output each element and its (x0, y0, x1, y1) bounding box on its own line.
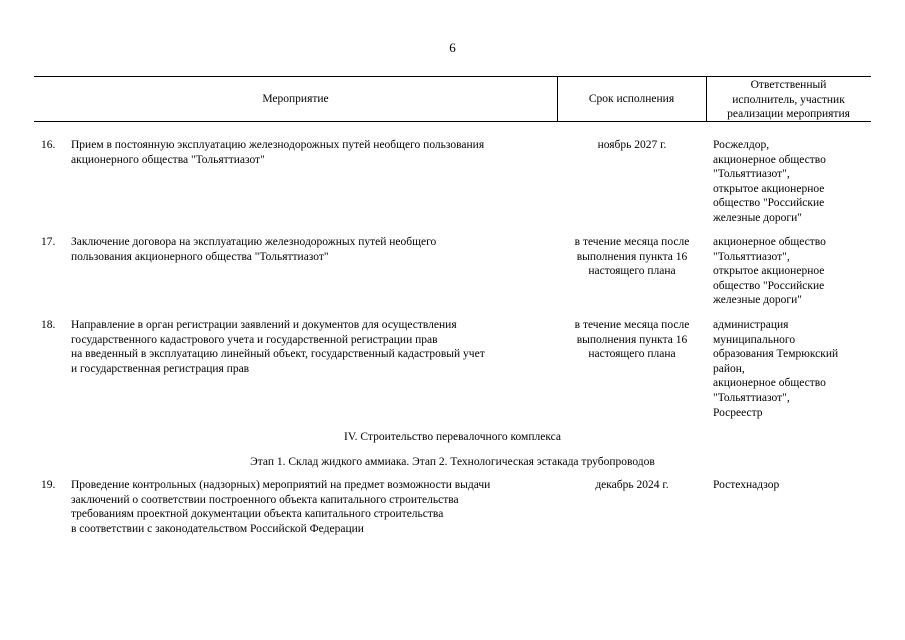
responsible-line: акционерное общество (713, 377, 826, 390)
deadline-line: декабрь 2024 г. (595, 479, 669, 491)
row-measure (71, 478, 555, 536)
header-responsible-line: Ответственный (750, 79, 827, 91)
deadline-line: настоящего плана (588, 265, 676, 278)
row-deadline (560, 478, 704, 493)
responsible-line: акционерное общество (713, 236, 826, 248)
responsible-line: железные дороги" (713, 211, 802, 224)
measure-line: пользования акционерного общества "Тольяттиазот" (71, 250, 329, 263)
responsible-line: Росреестр (713, 406, 763, 419)
row-responsible (713, 478, 869, 493)
responsible-line: район, (713, 362, 745, 375)
row-number: 18. (41, 319, 56, 331)
section-title: IV. Строительство перевалочного комплекса (344, 431, 561, 443)
responsible-line: образования Темрюкский (713, 348, 839, 361)
row-deadline (560, 318, 704, 362)
measure-line: Проведение контрольных (надзорных) мероприятий на предмет возможности выдачи (71, 479, 491, 491)
row-deadline (560, 235, 704, 279)
measure-line: и государственная регистрация прав (71, 362, 250, 375)
measure-line: акционерного общества "Тольяттиазот" (71, 153, 265, 166)
measure-line: Направление в орган регистрации заявлений и документов для осуществления (71, 319, 457, 331)
row-number: 17. (41, 236, 56, 248)
responsible-line: общество "Российские (713, 197, 825, 210)
responsible-line: Росжелдор, (713, 139, 770, 151)
responsible-line: акционерное общество (713, 153, 826, 166)
row-responsible (713, 235, 869, 308)
header-deadline: Срок исполнения (588, 93, 675, 105)
responsible-line: "Тольяттиазот", (713, 391, 790, 404)
deadline-line: выполнения пункта 16 (576, 250, 688, 263)
section-subtitle: Этап 1. Склад жидкого аммиака. Этап 2. Технологическая эстакада трубопроводов (250, 456, 655, 468)
responsible-line: "Тольяттиазот", (713, 168, 790, 181)
header-responsible-line: исполнитель, участник (732, 93, 845, 106)
responsible-line: открытое акционерное (713, 265, 825, 278)
measure-line: в соответствии с законодательством Российской Федерации (71, 522, 364, 535)
row-measure (71, 235, 555, 264)
measure-line: требованиям проектной документации объекта капитального строительства (71, 508, 444, 521)
measure-line: заключений о соответствии построенного объекта капитального строительства (71, 493, 459, 506)
measure-line: государственного кадастрового учета и государственной регистрации прав (71, 333, 438, 346)
table-header-top-rule (34, 76, 871, 77)
row-number: 19. (41, 479, 56, 491)
row-responsible (713, 318, 869, 420)
row-number: 16. (41, 139, 56, 151)
deadline-line: ноябрь 2027 г. (597, 139, 667, 151)
measure-line: Заключение договора на эксплуатацию железнодорожных путей необщего (71, 236, 437, 248)
row-deadline (560, 138, 704, 153)
responsible-line: железные дороги" (713, 294, 802, 307)
deadline-line: в течение месяца после (574, 236, 690, 248)
responsible-line: открытое акционерное (713, 182, 825, 195)
row-measure (71, 318, 555, 376)
responsible-line: общество "Российские (713, 279, 825, 292)
header-measure: Мероприятие (262, 93, 329, 105)
header-responsible (706, 78, 871, 122)
deadline-line: в течение месяца после (574, 319, 690, 331)
measure-line: на введенный в эксплуатацию линейный объект, государственный кадастровый учет (71, 348, 485, 361)
measure-line: Прием в постоянную эксплуатацию железнодорожных путей необщего пользования (71, 139, 485, 151)
responsible-line: муниципального (713, 333, 796, 346)
responsible-line: Ростехнадзор (713, 479, 780, 491)
deadline-line: выполнения пункта 16 (576, 333, 688, 346)
row-responsible (713, 138, 869, 226)
page-number: 6 (449, 40, 456, 55)
responsible-line: "Тольяттиазот", (713, 250, 790, 263)
deadline-line: настоящего плана (588, 348, 676, 361)
row-measure (71, 138, 555, 167)
header-responsible-line: реализации мероприятия (727, 108, 850, 121)
responsible-line: администрация (713, 319, 789, 331)
